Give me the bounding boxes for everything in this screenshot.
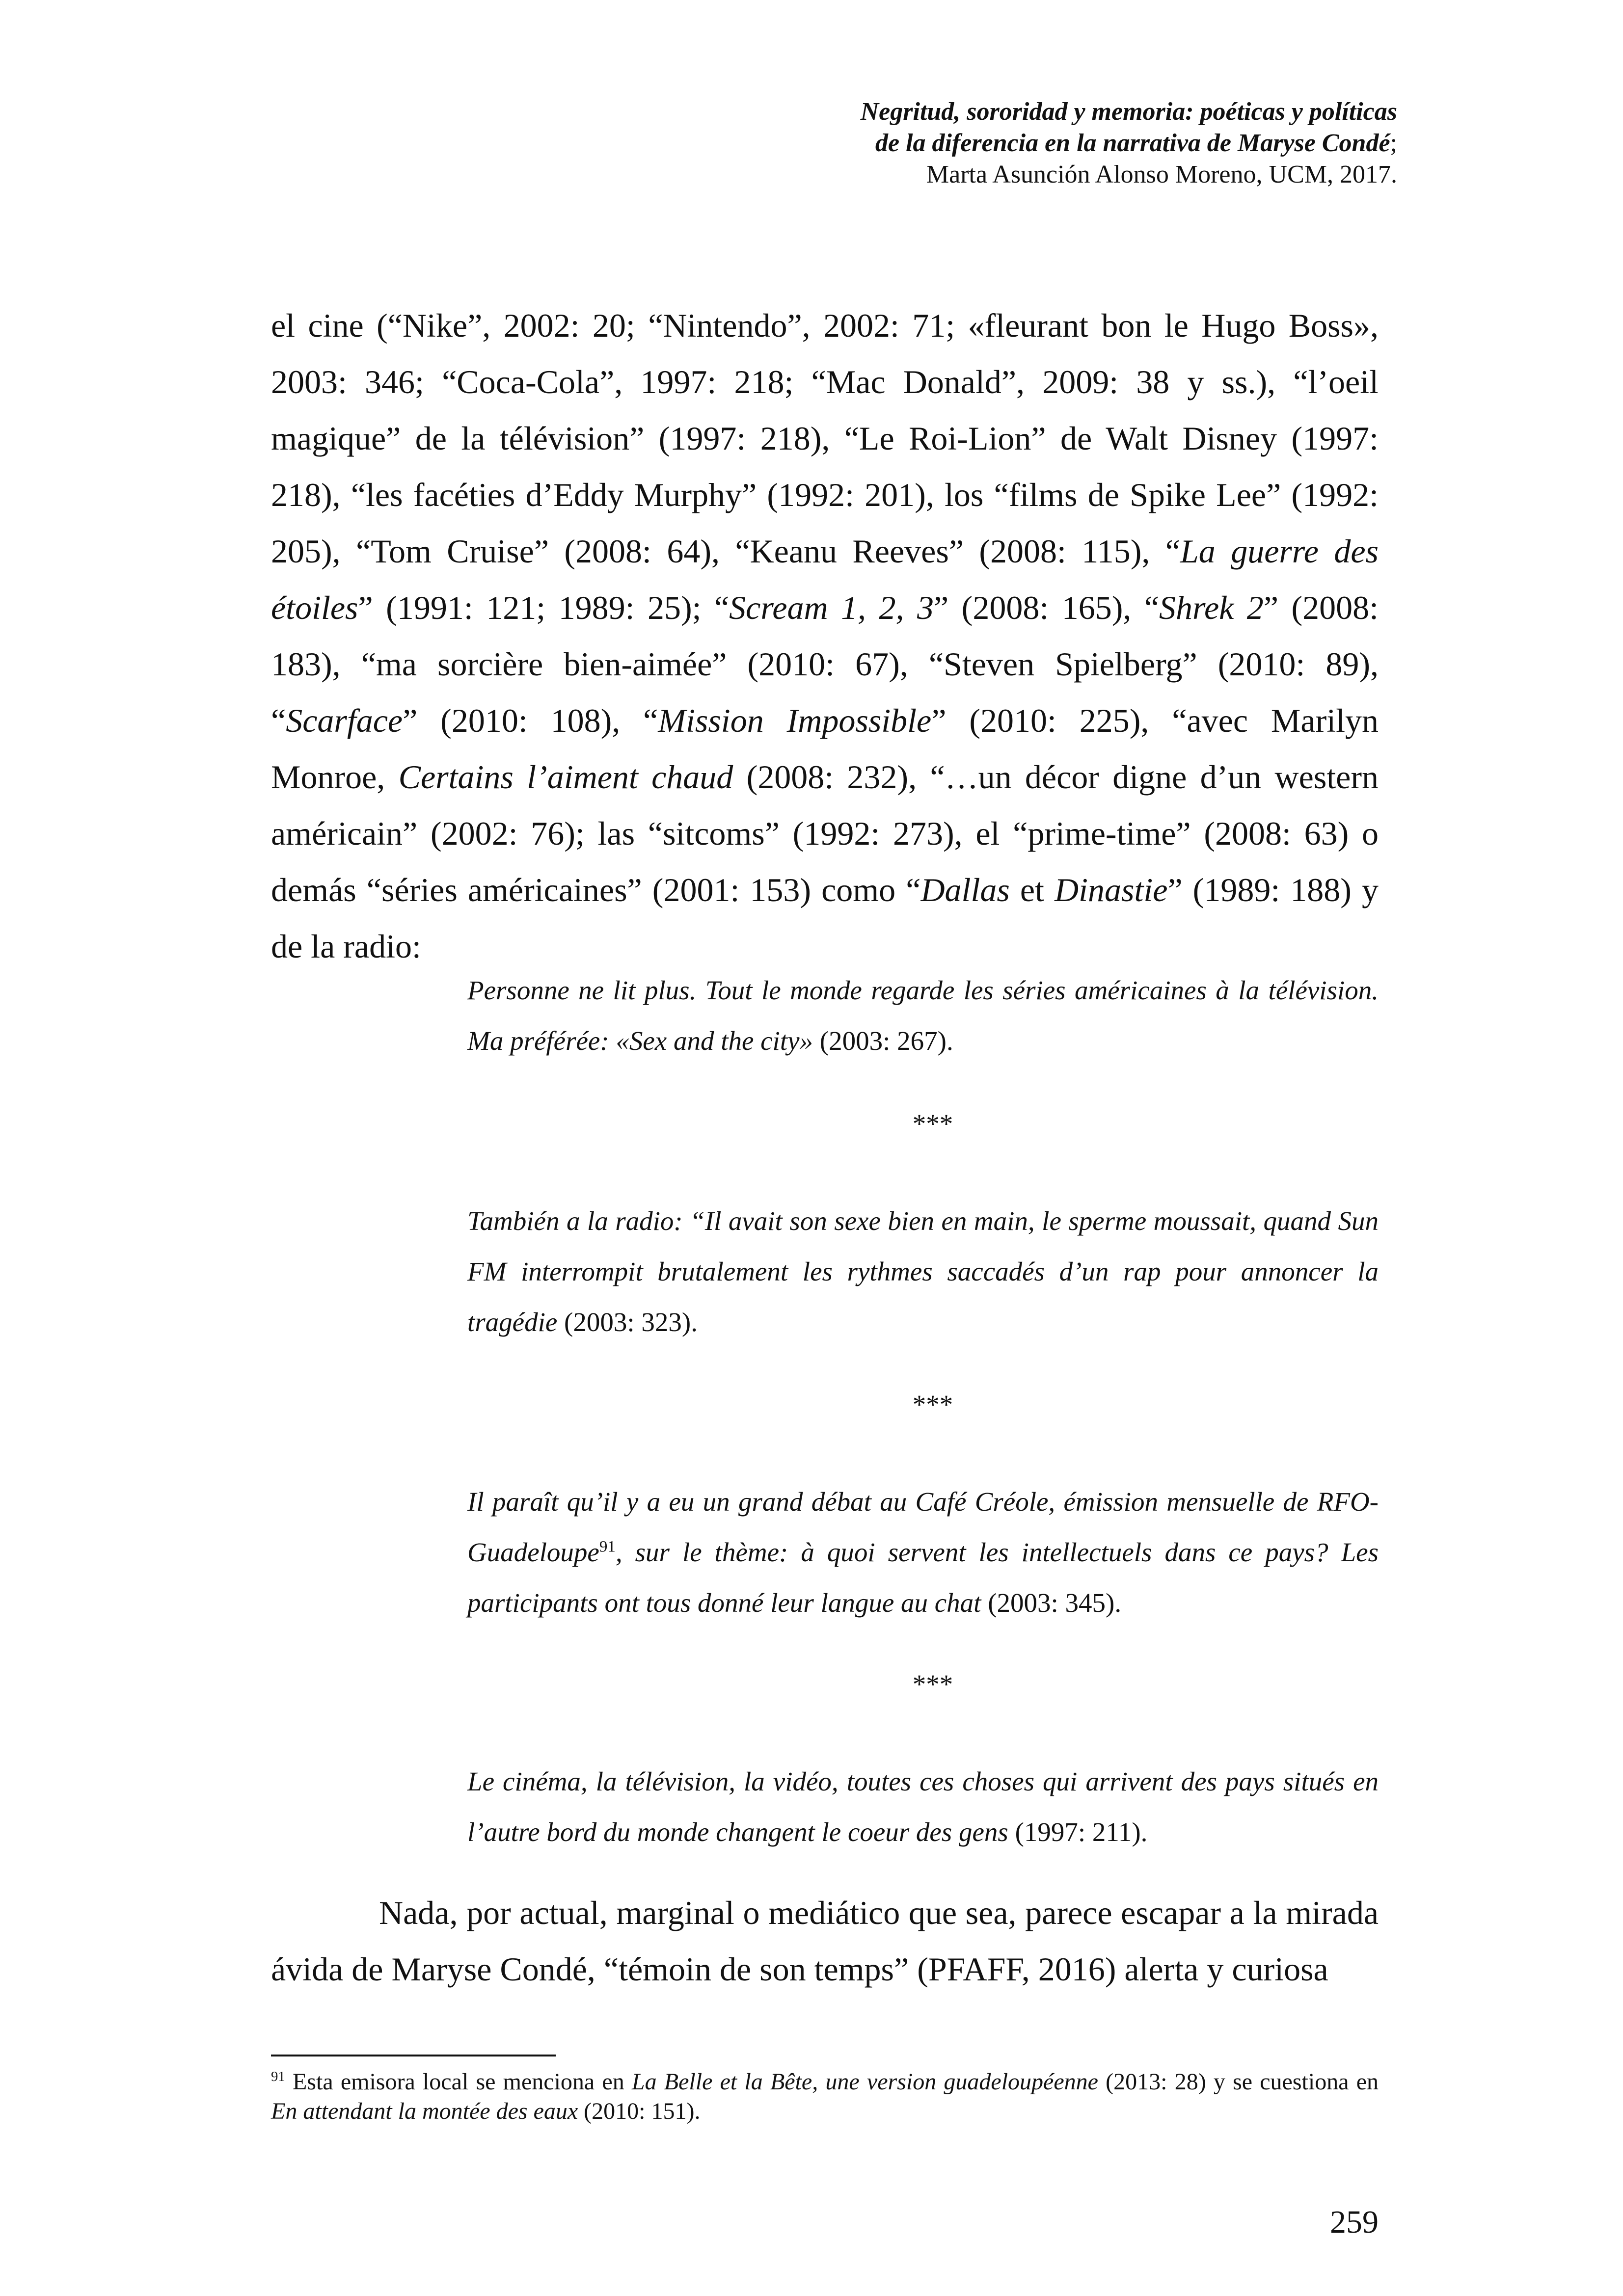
quote-text: También a la radio: “Il avait son sexe bien en main, le sperme moussait, quand Sun FM interrompit brutalement les rythmes saccadés d’un rap pour annoncer la tragédie	[467, 1206, 1379, 1337]
italic-title: Shrek 2	[1159, 589, 1264, 626]
italic-title: Dallas	[920, 871, 1010, 908]
italic-title: Dinastie	[1055, 871, 1168, 908]
text-run: Esta emisora local se menciona en	[285, 2069, 632, 2095]
footnote-reference: 91	[599, 1538, 616, 1556]
quote-citation: (2003: 323).	[557, 1307, 698, 1337]
header-title-line-1: Negritud, sororidad y memoria: poéticas y políticas	[860, 98, 1397, 126]
italic-title: En attendant la montée des eaux	[271, 2098, 578, 2124]
quote-text: Le cinéma, la télévision, la vidéo, toutes ces choses qui arrivent des pays situés en l’autre bord du monde changent le coeur des gens	[467, 1766, 1379, 1847]
text-run: ” (2010: 225), “avec Marilyn Monroe,	[271, 702, 1379, 796]
section-separator: ***	[912, 1109, 953, 1139]
header-title-line-2: de la diferencia en la narrativa de Maryse Condé	[875, 129, 1390, 157]
text-run: (2010: 151).	[578, 2098, 701, 2124]
quote-citation: (1997: 211).	[1008, 1817, 1148, 1847]
footnote-rule	[271, 2055, 556, 2056]
running-header	[563, 96, 1397, 190]
text-run: et	[1009, 871, 1055, 908]
text-run: ” (2008: 165), “	[934, 589, 1160, 626]
closing-paragraph-text: Nada, por actual, marginal o mediático que sea, parece escapar a la mirada ávida de Maryse Condé, “témoin de son temps” (PFAFF, 2016) alerta y curiosa	[271, 1894, 1379, 1988]
text-run: (2008: 232), “…un décor digne d’un western américain” (2002: 76); las “sitcoms” (1992: 273), el “prime-time” (2008: 63) o demás “séries américaines” (2001: 153) como “	[271, 758, 1379, 908]
header-author-line: Marta Asunción Alonso Moreno, UCM, 2017.	[926, 160, 1397, 188]
italic-title: Mission Impossible	[658, 702, 932, 739]
italic-title: Scarface	[286, 702, 403, 739]
quote-text: , sur le thème: à quoi servent les intellectuels dans ce pays? Les participants ont tous donné leur langue au chat	[467, 1537, 1379, 1618]
section-separator: ***	[912, 1389, 953, 1419]
footnote-number: 91	[271, 2069, 285, 2084]
text-run: ” (2008: 183), “ma sorcière bien-aimée” (2010: 67), “Steven Spielberg” (2010: 89), “	[271, 589, 1379, 739]
italic-title: Scream 1, 2, 3	[729, 589, 934, 626]
section-separator: ***	[912, 1669, 953, 1699]
text-run: el cine (“Nike”, 2002: 20; “Nintendo”, 2002: 71; «fleurant bon le Hugo Boss», 2003: 346; “Coca-Cola”, 1997: 218; “Mac Donald”, 2009: 38 y ss.), “l’oeil magique” de la télévision” (1997: 218), “Le Roi-Lion” de Walt Disney (1997: 218), “les facéties d’Eddy Murphy” (1992: 201), los “films de Spike Lee” (1992: 205), “Tom Cruise” (2008: 64), “Keanu Reeves” (2008: 115), “	[271, 307, 1379, 570]
text-run: (2013: 28) y se cuestiona en	[1098, 2069, 1379, 2095]
text-run: ” (1989: 188) y de la radio:	[271, 871, 1379, 965]
quote-text: Il paraît qu’il y a eu un grand débat au Café Créole, émission mensuelle de RFO-Guadeloupe	[467, 1487, 1379, 1567]
quote-citation: (2003: 345).	[981, 1588, 1122, 1618]
block-quote-1	[467, 965, 1379, 1066]
footnote	[271, 2067, 1379, 2126]
block-quote-2	[467, 1196, 1379, 1347]
text-run: ” (1991: 121; 1989: 25); “	[358, 589, 730, 626]
header-title-line-2-suffix: ;	[1390, 129, 1397, 157]
block-quote-3	[467, 1476, 1379, 1628]
page-number: 259	[1330, 2204, 1379, 2240]
italic-title: La guerre des étoiles	[271, 533, 1379, 626]
text-run: ” (2010: 108), “	[403, 702, 658, 739]
closing-paragraph	[271, 1885, 1379, 1998]
quote-text: Personne ne lit plus. Tout le monde regarde les séries américaines à la télévision. Ma préférée: «Sex and the city»	[467, 975, 1379, 1056]
italic-title: Certains l’aiment chaud	[398, 758, 733, 796]
block-quote-4	[467, 1756, 1379, 1857]
main-paragraph	[271, 297, 1379, 975]
italic-title: La Belle et la Bête, une version guadeloupéenne	[631, 2069, 1098, 2095]
quote-citation: (2003: 267).	[813, 1026, 953, 1056]
